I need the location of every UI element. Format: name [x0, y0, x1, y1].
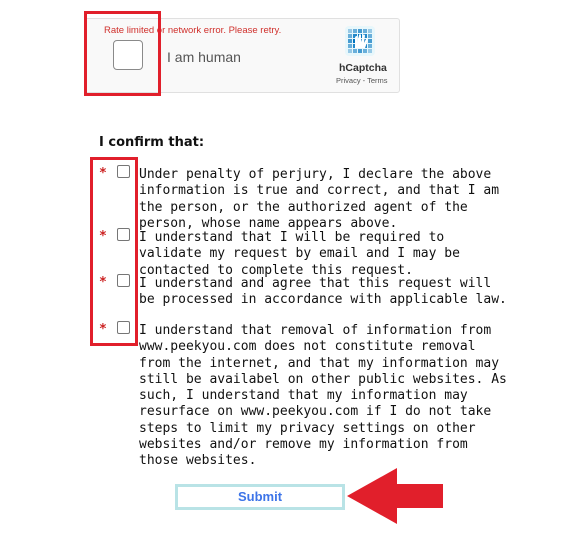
captcha-highlight-frame — [84, 11, 161, 96]
captcha-label: I am human — [167, 49, 241, 65]
confirm-checkbox-applicable-law[interactable] — [117, 274, 130, 287]
required-marker: * — [99, 229, 107, 244]
red-arrow-icon — [345, 466, 445, 526]
captcha-error-message: Rate limited or network error. Please retry. — [104, 25, 282, 36]
confirm-checkbox-email-validation[interactable] — [117, 228, 130, 241]
confirm-text-perjury: Under penalty of perjury, I declare the above information is true and correct, and that I am the person, or the authorized agent of the person, whose name appears above. — [139, 167, 500, 231]
confirm-heading: I confirm that: — [99, 135, 205, 150]
required-marker: * — [99, 322, 107, 337]
required-marker: * — [99, 166, 107, 181]
captcha-privacy-terms-link[interactable]: Privacy - Terms — [336, 76, 388, 85]
confirm-text-removal-scope: I understand that removal of information from www.peekyou.com does not constitute removal from the internet, and that my information may still be availabel on other public websites. As such, I understand that my information may resurface on www.peekyou.com if I do not take steps to limit my privacy settings on other websites and/or remove my information from those websites. — [139, 323, 507, 469]
confirm-checkbox-perjury[interactable] — [117, 165, 130, 178]
hcaptcha-logo-icon — [345, 26, 375, 56]
hcaptcha-brand: hCaptcha — [339, 62, 387, 74]
submit-button[interactable]: Submit — [175, 484, 345, 510]
confirm-checkbox-removal-scope[interactable] — [117, 321, 130, 334]
confirm-text-applicable-law: I understand and agree that this request will be processed in accordance with applicable law. — [139, 276, 507, 308]
confirm-text-email-validation: I understand that I will be required to validate my request by email and I may be contacted to complete this request. — [139, 230, 460, 278]
checkboxes-highlight-frame — [90, 157, 138, 346]
required-marker: * — [99, 275, 107, 290]
